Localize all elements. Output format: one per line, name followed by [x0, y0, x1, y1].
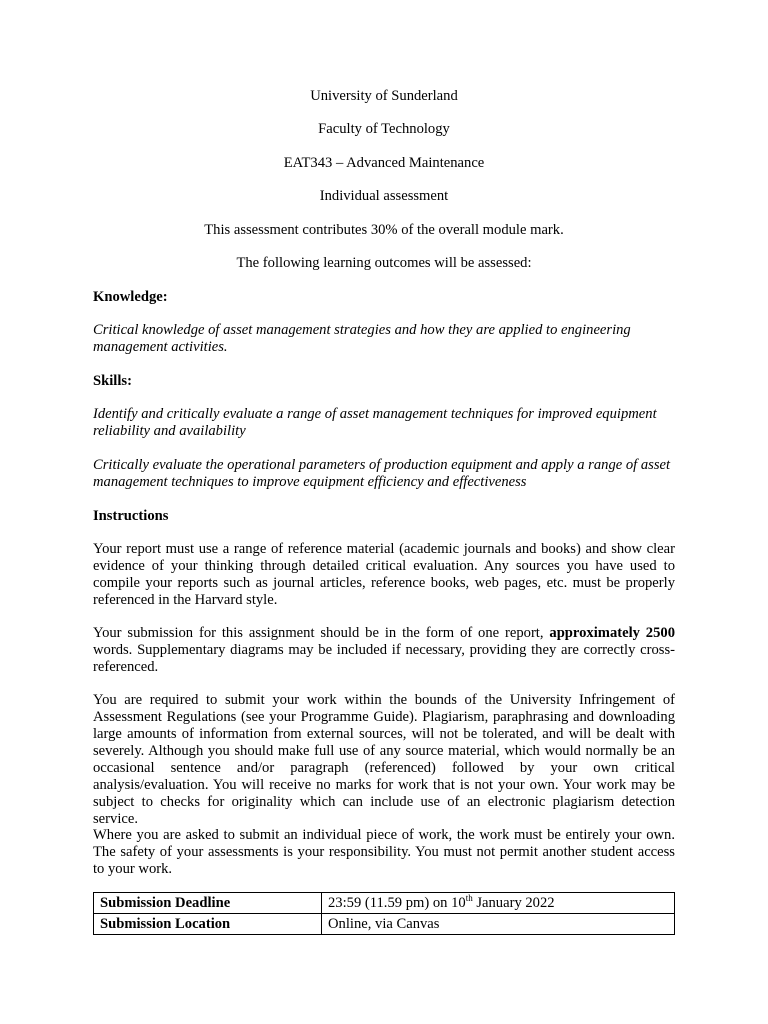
submission-location-value: Online, via Canvas [322, 914, 675, 935]
skills-heading: Skills: [93, 373, 132, 389]
knowledge-heading: Knowledge: [93, 289, 168, 305]
submission-location-label: Submission Location [94, 914, 322, 935]
assessment-type: Individual assessment [319, 188, 449, 204]
instructions-paragraph-references: Your report must use a range of reference material (academic journals and books) and show clear evidence of your thinking through detailed critical evaluation. Any sources you have used to compile your reports such as journal articles, reference books, web pages, etc. must be properly referenced in the Harvard style. [93, 541, 675, 608]
outcomes-intro: The following learning outcomes will be assessed: [236, 255, 532, 271]
knowledge-outcome: Critical knowledge of asset management strategies and how they are applied to engineering management activities. [93, 322, 631, 355]
wordcount-value: approximately 2500 [549, 625, 675, 641]
wordcount-text-after: words. Supplementary diagrams may be included if necessary, providing they are correctly cross-referenced. [93, 642, 675, 675]
instructions-paragraph-wordcount [93, 625, 675, 676]
submission-table [93, 892, 675, 935]
instructions-paragraph-individual-work: Where you are asked to submit an individual piece of work, the work must be entirely your own. The safety of your assessments is your responsibility. You must not permit another student access to your work. [93, 827, 675, 877]
module-title: EAT343 – Advanced Maintenance [283, 155, 485, 171]
skills-outcome-2: Critically evaluate the operational parameters of production equipment and apply a range of asset management techniques to improve equipment efficiency and effectiveness [93, 457, 671, 490]
contribution-statement: This assessment contributes 30% of the overall module mark. [204, 222, 564, 238]
submission-deadline-label: Submission Deadline [94, 893, 322, 914]
deadline-date-text: January 2022 [472, 894, 555, 911]
wordcount-text-before: Your submission for this assignment should be in the form of one report, [93, 625, 550, 641]
deadline-ordinal-suffix: th [465, 892, 473, 903]
skills-outcome-1: Identify and critically evaluate a range of asset management techniques for improved equipment reliability and availability [93, 406, 657, 439]
submission-deadline-row [94, 893, 675, 914]
submission-location-row [94, 914, 675, 935]
submission-deadline-value [322, 893, 675, 914]
faculty-name: Faculty of Technology [318, 121, 450, 137]
instructions-paragraph-plagiarism: You are required to submit your work within the bounds of the University Infringement of Assessment Regulations (see your Programme Guide). Plagiarism, paraphrasing and downloading large amounts of information from external sources, will not be tolerated, and will be dealt with severely. Although you should make full use of any source material, which would normally be an occasional sentence and/or paragraph (referenced) followed by your own critical analysis/evaluation. You will receive no marks for work that is not your own. Your work may be subject to checks for originality which can include use of an electronic plagiarism detection service. [93, 692, 675, 827]
instructions-heading: Instructions [93, 508, 169, 524]
university-name: University of Sunderland [310, 88, 458, 104]
deadline-time-text: 23:59 (11.59 pm) on 10 [328, 894, 466, 911]
